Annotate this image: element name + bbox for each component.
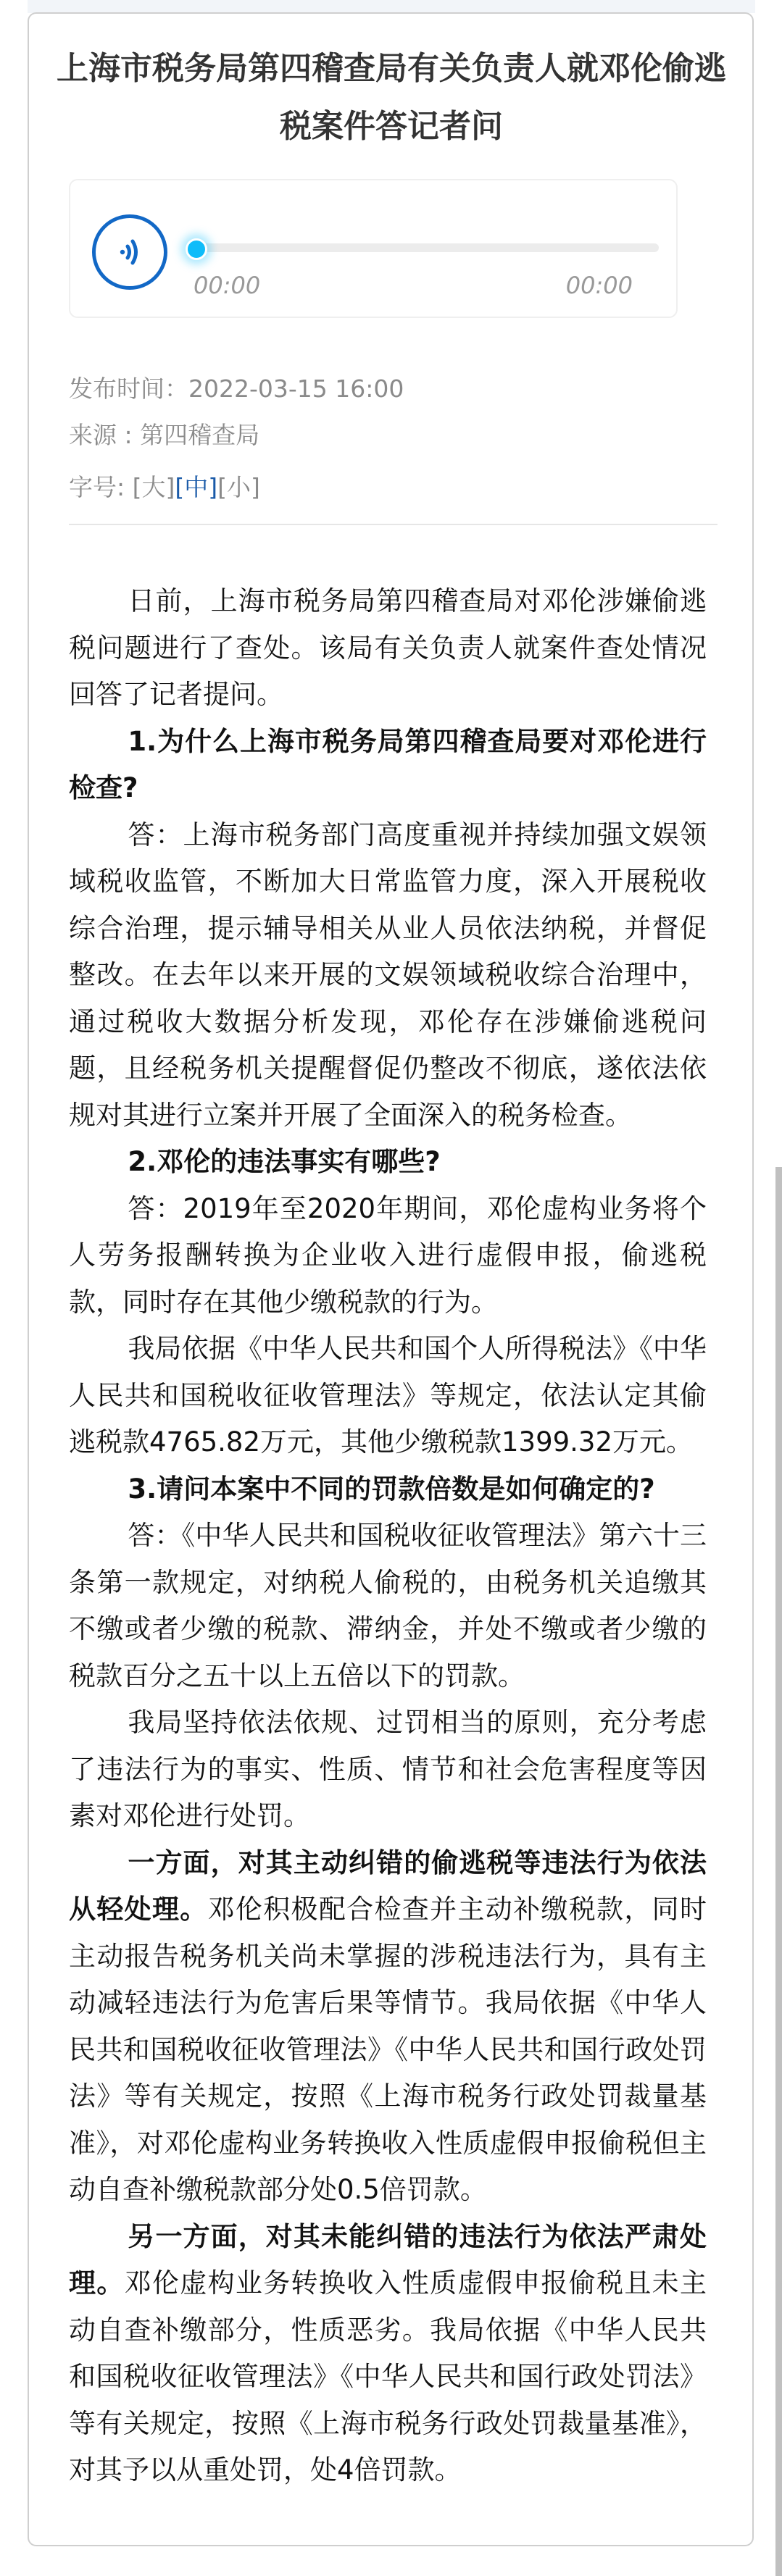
font-size-selector	[69, 473, 260, 502]
source-value: 第四稽查局	[140, 421, 260, 449]
audio-current-time: 00:00	[194, 272, 261, 299]
article-source	[69, 421, 259, 450]
question-2	[69, 1139, 707, 1186]
paragraph-bold: 一方面，对其主动纠错的偷逃税等违法行为依法从轻处理。	[69, 1847, 707, 1925]
article-body	[69, 578, 707, 2494]
publish-time	[69, 375, 404, 403]
audio-progress-track[interactable]	[194, 243, 659, 252]
question-3	[69, 1466, 707, 1513]
question-1	[69, 719, 707, 812]
paragraph-bold: 另一方面，对其未能纠错的违法行为依法严肃处理。	[69, 2220, 707, 2299]
font-size-medium[interactable]: [中]	[175, 473, 218, 501]
audio-progress-knob[interactable]	[186, 238, 207, 260]
font-size-small[interactable]: [小]	[217, 473, 260, 501]
audio-play-button[interactable]	[92, 214, 167, 290]
font-size-label: 字号:	[69, 473, 133, 501]
paragraph-text: 答：2019年至2020年期间，邓伦虚构业务将个人劳务报酬转换为企业收入进行虚假申报，偷逃税款，同时存在其他少缴税款的行为。	[69, 1192, 707, 1318]
paragraph-text: 答：《中华人民共和国税收征收管理法》第六十三条第一款规定，对纳税人偷税的，由税务机关追缴其不缴或者少缴的税款、滞纳金，并处不缴或者少缴的税款百分之五十以上五倍以下的罚款。	[69, 1520, 707, 1691]
paragraph-text: 我局依据《中华人民共和国个人所得税法》《中华人民共和国税收征收管理法》等规定，依法认定其偷逃税款4765.82万元，其他少缴税款1399.32万元。	[69, 1333, 707, 1458]
page-scrollbar[interactable]	[775, 1167, 782, 2576]
answer-3d	[69, 2214, 707, 2494]
paragraph-text: 邓伦积极配合检查并主动补缴税款，同时主动报告税务机关尚未掌握的涉税违法行为，具有主动减轻违法行为危害后果等情节。我局依据《中华人民共和国税收征收管理法》《中华人民共和国行政处罚法》等有关规定，按照《上海市税务行政处罚裁量基准》，对邓伦虚构业务转换收入性质虚假申报偷税但主动自查补缴税款部分处0.5倍罚款。	[69, 1894, 707, 2205]
publish-time-value: 2022-03-15 16:00	[188, 375, 404, 403]
source-label: 来源 :	[69, 421, 141, 449]
question-heading: 2.邓伦的违法事实有哪些?	[128, 1146, 441, 1177]
question-heading: 3.请问本案中不同的罚款倍数是如何确定的?	[128, 1473, 655, 1505]
answer-1	[69, 812, 707, 1139]
audio-wave-icon	[112, 234, 148, 270]
paragraph-text: 日前，上海市税务局第四稽查局对邓伦涉嫌偷逃税问题进行了查处。该局有关负责人就案件查处情况回答了记者提问。	[69, 585, 707, 710]
question-heading: 1.为什么上海市税务局第四稽查局要对邓伦进行检查?	[69, 725, 707, 803]
paragraph-intro	[69, 578, 707, 719]
audio-player	[69, 179, 678, 318]
font-size-large[interactable]: [大]	[132, 473, 175, 501]
top-strip	[28, 0, 755, 13]
answer-2b	[69, 1326, 707, 1466]
answer-3a	[69, 1513, 707, 1699]
publish-time-label: 发布时间：	[69, 375, 188, 403]
paragraph-text: 答：上海市税务部门高度重视并持续加强文娱领域税收监管，不断加大日常监管力度，深入开展税收综合治理，提示辅导相关从业人员依法纳税，并督促整改。在去年以来开展的文娱领域税收综合治理中，通过税收大数据分析发现，邓伦存在涉嫌偷逃税问题，且经税务机关提醒督促仍整改不彻底，遂依法依规对其进行立案并开展了全面深入的税务检查。	[69, 819, 707, 1131]
answer-3c	[69, 1840, 707, 2214]
audio-duration: 00:00	[565, 272, 633, 299]
answer-3b	[69, 1699, 707, 1840]
meta-divider	[69, 524, 717, 525]
paragraph-text: 我局坚持依法依规、过罚相当的原则，充分考虑了违法行为的事实、性质、情节和社会危害程度等因素对邓伦进行处罚。	[69, 1707, 707, 1831]
article-title: 上海市税务局第四稽查局有关负责人就邓伦偷逃税案件答记者问	[57, 50, 726, 145]
answer-2a	[69, 1186, 707, 1326]
paragraph-text: 邓伦虚构业务转换收入性质虚假申报偷税且未主动自查补缴部分，性质恶劣。我局依据《中华人民共和国税收征收管理法》《中华人民共和国行政处罚法》等有关规定，按照《上海市税务行政处罚裁量基准》，对其予以从重处罚，处4倍罚款。	[69, 2267, 707, 2485]
